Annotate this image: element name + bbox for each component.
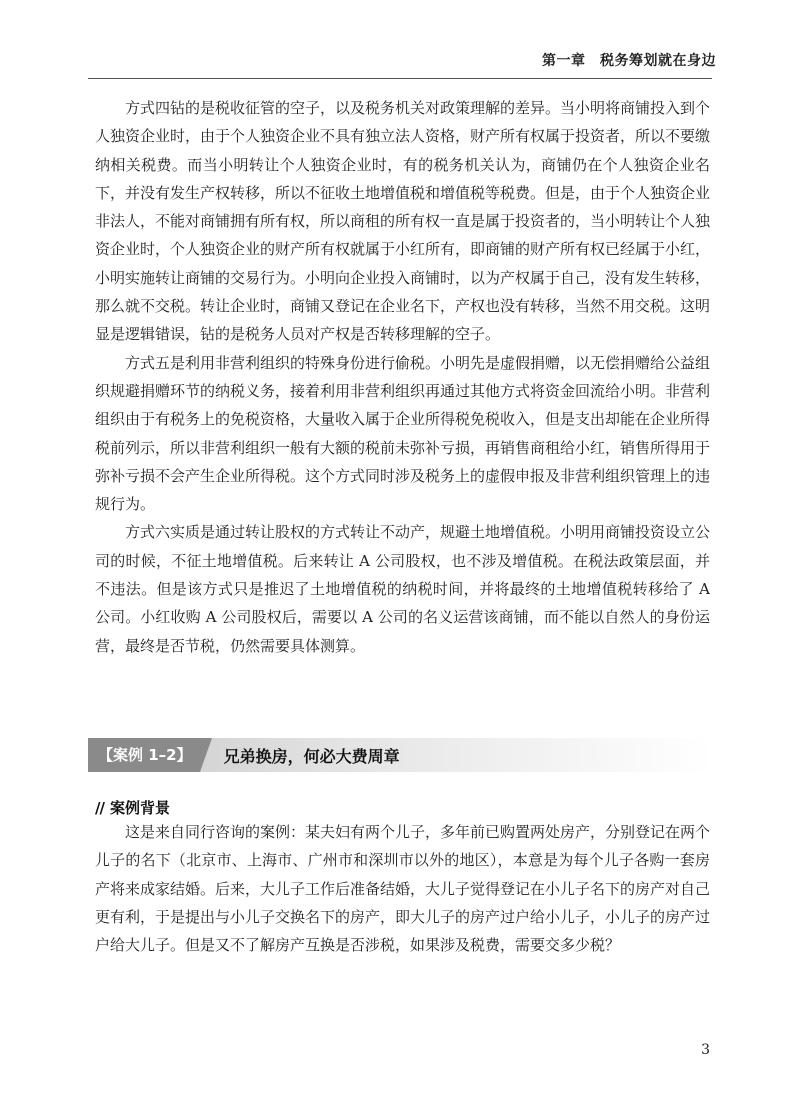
main-text (95, 94, 710, 660)
case-background-text (95, 818, 710, 959)
page-number: 3 (701, 1042, 710, 1058)
paragraph-method-four: 方式四钻的是税收征管的空子，以及税务机关对政策理解的差异。当小明将商铺投入到个人独资企业时，由于个人独资企业不具有独立法人资格，财产所有权属于投资者，所以不要缴纳相关税费。而当小明转让个人独资企业时，有的税务机关认为，商铺仍在个人独资企业名下，并没有发生产权转移，所以不征收土地增值税和增值税等税费。但是，由于个人独资企业非法人，不能对商铺拥有所有权，所以商租的所有权一直是属于投资者的，当小明转让个人独资企业时，个人独资企业的财产所有权就属于小红所有，即商铺的财产所有权已经属于小红，小明实施转让商铺的交易行为。小明向企业投入商铺时，以为产权属于自己，没有发生转移，那么就不交税。转让企业时，商铺又登记在企业名下，产权也没有转移，当然不用交税。这明显是逻辑错误，钻的是税务人员对产权是否转移理解的空子。 (95, 99, 711, 344)
section-heading (95, 797, 170, 818)
paragraph-method-five: 方式五是利用非营利组织的特殊身份进行偷税。小明先是虚假捐赠，以无偿捐赠给公益组织规避捐赠环节的纳税义务，接着利用非营利组织再通过其他方式将资金回流给小明。非营利组织由于有税务上的免税资格，大量收入属于企业所得税免税收入，但是支出却能在企业所得税前列示，所以非营利组织一般有大额的税前未弥补亏损，再销售商租给小红，销售所得用于弥补亏损不会产生企业所得税。这个方式同时涉及税务上的虚假申报及非营利组织管理上的违规行为。 (95, 353, 711, 514)
case-banner (88, 738, 712, 772)
case-slash-decoration (200, 738, 212, 772)
case-label: 【案例 1–2】 (88, 738, 200, 772)
paragraph-method-six: 方式六实质是通过转让股权的方式转让不动产，规避土地增值税。小明用商铺投资设立公司的时候，不征土地增值税。后来转让 A 公司股权，也不涉及增值税。在税法政策层面，并不违法。但是该方式只是推迟了土地增值税的纳税时间，并将最终的土地增值税转移给了 A 公司。小红收购 A 公司股权后，需要以 A 公司的名义运营该商铺，而不能以自然人的身份运营，最终是否节税，仍然需要具体测算。 (95, 523, 711, 655)
header-rule (88, 78, 712, 79)
running-header: 第一章 税务筹划就在身边 (542, 53, 716, 69)
paragraph-case-background: 这是来自同行咨询的案例：某夫妇有两个儿子，多年前已购置两处房产，分别登记在两个儿子的名下（北京市、上海市、广州市和深圳市以外的地区），本意是为每个儿子各购一套房产将来成家结婚。后来，大儿子工作后准备结婚，大儿子觉得登记在小儿子名下的房产对自己更有利，于是提出与小儿子交换名下的房产，即大儿子的房产过户给小儿子，小儿子的房产过户给大儿子。但是又不了解房产互换是否涉税，如果涉及税费，需要交多少税？ (95, 823, 711, 955)
section-heading-text: 案例背景 (109, 799, 170, 817)
case-title: 兄弟换房，何必大费周章 (223, 746, 400, 766)
section-marker: // (95, 799, 104, 817)
